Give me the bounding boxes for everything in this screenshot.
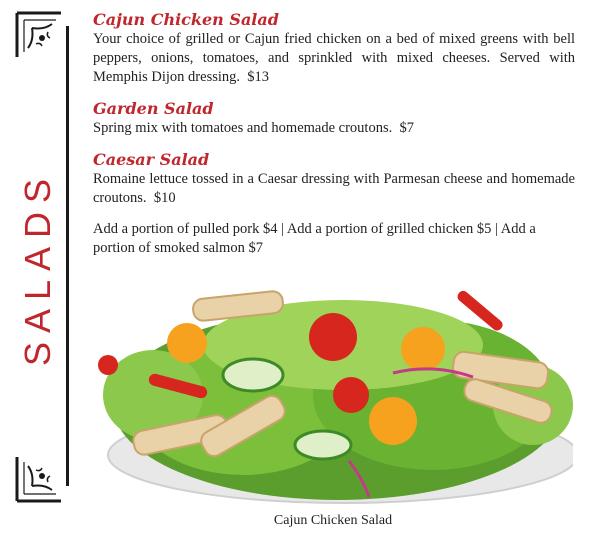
item-name: Caesar Salad	[93, 150, 210, 169]
item-price: $7	[399, 120, 414, 136]
item-name: Garden Salad	[93, 99, 214, 118]
vertical-rule	[66, 26, 69, 486]
menu-item	[93, 10, 575, 87]
addon-price: $5	[476, 221, 492, 237]
corner-flourish-bottom-icon	[14, 454, 64, 504]
menu-sidebar	[10, 8, 70, 504]
menu-item	[93, 99, 575, 138]
item-description: Spring mix with tomatoes and homemade croutons. $7	[93, 120, 414, 136]
item-price: $13	[247, 69, 270, 85]
corner-flourish-top-icon	[14, 10, 64, 60]
item-description: Romaine lettuce tossed in a Caesar dressing with Parmesan cheese and homemade croutons. $10	[93, 171, 575, 206]
section-title: SALADS	[17, 169, 59, 367]
photo-caption: Cajun Chicken Salad	[273, 513, 393, 528]
menu-content	[93, 10, 575, 258]
addon-text: Add a portion of grilled chicken	[286, 221, 474, 237]
menu-item	[93, 150, 575, 208]
item-description: Your choice of grilled or Cajun fried chicken on a bed of mixed greens with bell peppers, onions, tomatoes, and sprinkled with mixed cheeses. Served with Memphis Dijon dressing. $13	[93, 31, 575, 85]
addons-list: Add a portion of pulled pork $4 | Add a portion of grilled chicken $5 | Add a portion of smoked salmon $7	[93, 221, 536, 256]
addon-text: Add a portion of pulled pork	[93, 221, 260, 237]
addon-price: $4	[262, 221, 278, 237]
item-name: Cajun Chicken Salad	[93, 10, 279, 29]
salad-photo	[93, 285, 573, 507]
item-price: $10	[153, 190, 176, 206]
addon-price: $7	[248, 240, 263, 256]
addon-text: Add a portion of smoked salmon	[93, 221, 536, 256]
